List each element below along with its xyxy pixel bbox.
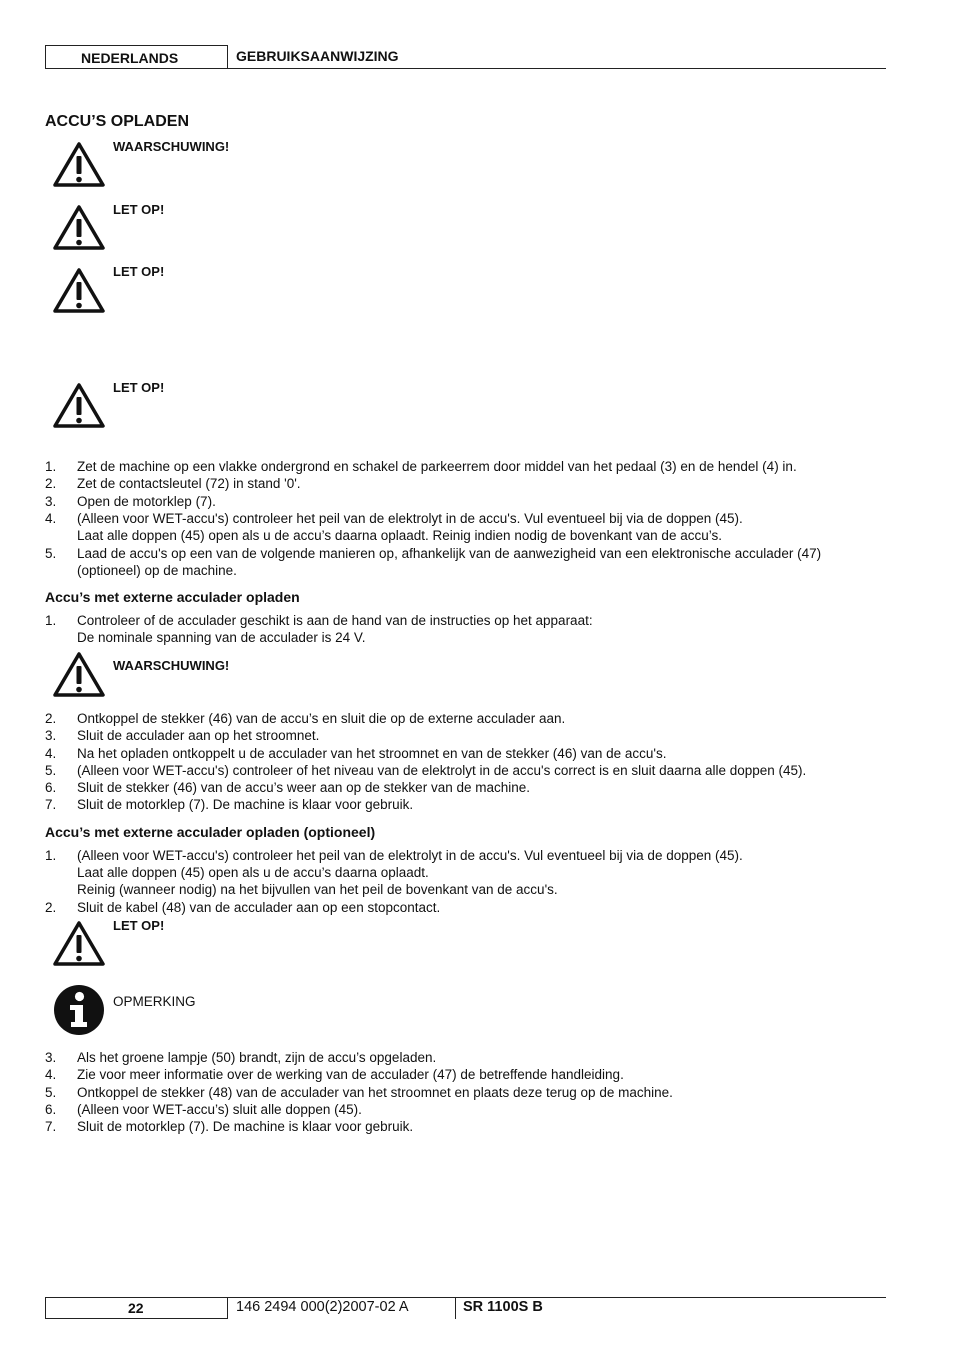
step-text: Controleer of de acculader geschikt is aan de hand van de instructies op het apparaat: <box>77 613 593 628</box>
step-number: 1. <box>45 613 57 628</box>
section-title: ACCU’S OPLADEN <box>45 113 190 130</box>
step-text: (Alleen voor WET-accu's) controleer het peil van de elektrolyt in de accu's. Vul eventueel bij via de doppen (45). <box>77 848 743 863</box>
step-number: 5. <box>45 763 57 778</box>
page-number: 22 <box>128 1300 144 1316</box>
notice-label-1: WAARSCHUWING! <box>113 139 230 154</box>
step-text: Na het opladen ontkoppelt u de acculader van het stroomnet en van de stekker (46) van de accu's. <box>77 746 667 761</box>
step-number: 3. <box>45 1050 57 1065</box>
step-number: 2. <box>45 900 57 915</box>
step-text: (Alleen voor WET-accu's) controleer of het niveau van de elektrolyt in de accu's correct is en sluit daarna alle doppen (45). <box>77 763 807 778</box>
step-number: 1. <box>45 459 57 474</box>
step-number: 4. <box>45 511 57 526</box>
step-number: 5. <box>45 1085 57 1100</box>
step-number: 4. <box>45 746 57 761</box>
step-text-continued: Reinig (wanneer nodig) na het bijvullen van het peil de bovenkant van de accu's. <box>77 882 558 897</box>
subsection-title: Accu’s met externe acculader opladen <box>45 589 300 605</box>
step-number: 7. <box>45 1119 57 1134</box>
step-number: 6. <box>45 780 57 795</box>
step-text: Open de motorklep (7). <box>77 494 216 509</box>
info-icon <box>53 984 105 1036</box>
notice-label: WAARSCHUWING! <box>113 658 230 673</box>
step-text-continued: (optioneel) op de machine. <box>77 563 237 578</box>
footer-model: SR 1100S B <box>463 1299 543 1315</box>
notice-label-4: LET OP! <box>113 380 165 395</box>
warning-triangle-icon <box>53 920 105 966</box>
step-number: 4. <box>45 1067 57 1082</box>
warning-triangle-icon <box>53 651 105 697</box>
step-text-continued: Laat alle doppen (45) open als u de accu’s daarna oplaadt. Reinig indien nodig de bovenkant van de accu’s. <box>77 528 722 543</box>
remark-label: OPMERKING <box>113 994 196 1009</box>
notice-label: LET OP! <box>113 918 165 933</box>
footer-rule <box>228 1297 886 1298</box>
step-text: Sluit de kabel (48) van de acculader aan op een stopcontact. <box>77 900 441 915</box>
header-language-box <box>45 45 228 69</box>
notice-label-2: LET OP! <box>113 202 165 217</box>
notice-label-3: LET OP! <box>113 264 165 279</box>
step-text: Ontkoppel de stekker (46) van de accu’s en sluit die op de externe acculader aan. <box>77 711 566 726</box>
step-text: Zet de machine op een vlakke ondergrond en schakel de parkeerrem door middel van het pedaal (3) en de hendel (4) in. <box>77 459 797 474</box>
step-text: Zie voor meer informatie over de werking van de acculader (47) de betreffende handleiding. <box>77 1067 624 1082</box>
header-language: NEDERLANDS <box>81 50 179 66</box>
step-number: 3. <box>45 494 57 509</box>
step-text: Laad de accu's op een van de volgende manieren op, afhankelijk van de aanwezigheid van een elektronische acculader (47) <box>77 546 822 561</box>
step-number: 2. <box>45 711 57 726</box>
header-rule <box>228 68 886 69</box>
step-text: Ontkoppel de stekker (48) van de acculader van het stroomnet en plaats deze terug op de machine. <box>77 1085 673 1100</box>
step-text: Sluit de motorklep (7). De machine is klaar voor gebruik. <box>77 1119 414 1134</box>
warning-triangle-icon <box>53 204 105 250</box>
warning-triangle-icon <box>53 267 105 313</box>
step-number: 7. <box>45 797 57 812</box>
warning-triangle-icon <box>53 141 105 187</box>
step-number: 1. <box>45 848 57 863</box>
step-number: 3. <box>45 728 57 743</box>
step-number: 2. <box>45 476 57 491</box>
step-text: (Alleen voor WET-accu's) controleer het peil van de elektrolyt in de accu's. Vul eventueel bij via de doppen (45). <box>77 511 743 526</box>
subsection-title: Accu’s met externe acculader opladen (optioneel) <box>45 824 376 840</box>
warning-triangle-icon <box>53 382 105 428</box>
footer-doc-code: 146 2494 000(2)2007-02 A <box>236 1299 409 1315</box>
step-text: (Alleen voor WET-accu’s) sluit alle doppen (45). <box>77 1102 362 1117</box>
step-text: Sluit de acculader aan op het stroomnet. <box>77 728 320 743</box>
step-text-continued: De nominale spanning van de acculader is 24 V. <box>77 630 366 645</box>
header-doc-type: GEBRUIKSAANWIJZING <box>236 48 399 64</box>
footer-page-box <box>45 1297 228 1319</box>
step-text-continued: Laat alle doppen (45) open als u de accu’s daarna oplaadt. <box>77 865 429 880</box>
footer-divider <box>455 1297 456 1319</box>
step-text: Sluit de motorklep (7). De machine is klaar voor gebruik. <box>77 797 414 812</box>
step-number: 6. <box>45 1102 57 1117</box>
step-text: Zet de contactsleutel (72) in stand '0'. <box>77 476 301 491</box>
step-number: 5. <box>45 546 57 561</box>
step-text: Sluit de stekker (46) van de accu’s weer aan op de stekker van de machine. <box>77 780 531 795</box>
step-text: Als het groene lampje (50) brandt, zijn de accu’s opgeladen. <box>77 1050 437 1065</box>
